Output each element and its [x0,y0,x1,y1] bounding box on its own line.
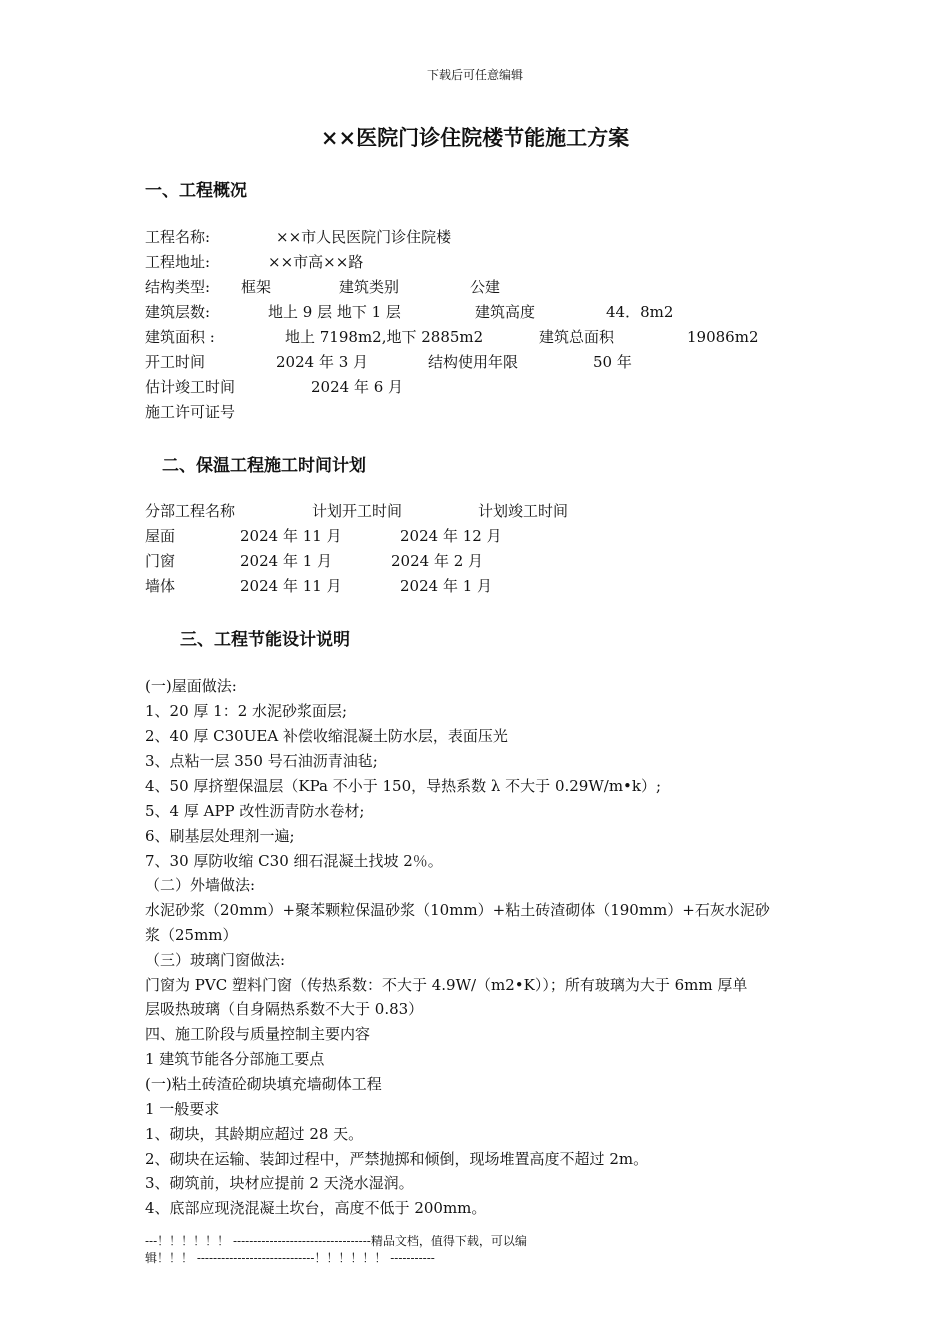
body-line: 2、40 厚 C30UEA 补偿收缩混凝土防水层，表面压光 [145,727,508,745]
schedule-row-end: 2024 年 12 月 [400,527,502,545]
body-line: 6、刷基层处理剂一遍; [145,827,295,845]
project-address-value: ××市高××路 [268,253,364,271]
body-line: (一)屋面做法: [145,677,237,695]
body-line: （三）玻璃门窗做法: [145,951,286,969]
document-title: ××医院门诊住院楼节能施工方案 [320,125,630,150]
schedule-row-part: 门窗 [145,552,176,570]
floors-value: 地上 9 层 地下 1 层 [268,303,401,321]
body-line: 4、50 厚挤塑保温层（KPa 不小于 150，导热系数 λ 不大于 0.29W/m•k）; [145,777,662,795]
body-line: 门窗为 PVC 塑料门窗（传热系数：不大于 4.9W/（m2•K））；所有玻璃为大于 6mm 厚单 [145,976,748,994]
body-line: 4、底部应现浇混凝土坎台，高度不低于 200mm。 [145,1199,487,1217]
schedule-col-end: 计划竣工时间 [478,502,569,520]
section-3-heading: 三、工程节能设计说明 [180,630,350,650]
start-time-label: 开工时间 [145,353,206,371]
floor-area-label: 建筑面积 : [145,328,215,346]
body-line: 水泥砂浆（20mm）+聚苯颗粒保温砂浆（10mm）+粘土砖渣砌体（190mm）+石灰水泥砂 [145,901,770,919]
project-name-value: ××市人民医院门诊住院楼 [276,228,452,246]
building-category-value: 公建 [470,278,501,296]
footer-line-2: 辑！！！ -----------------------------！！！！！！ ----------- [145,1251,435,1265]
total-area-value: 19086m2 [687,328,759,346]
service-life-label: 结构使用年限 [428,353,519,371]
body-line: （二）外墙做法: [145,876,256,894]
body-line: 1、20 厚 1：2 水泥砂浆面层; [145,702,348,720]
body-line: 5、4 厚 APP 改性沥青防水卷材; [145,802,365,820]
schedule-row-end: 2024 年 1 月 [400,577,493,595]
structure-type-label: 结构类型: [145,278,211,296]
service-life-value: 50 年 [593,353,632,371]
body-line: 四、施工阶段与质量控制主要内容 [145,1025,371,1043]
floors-label: 建筑层数: [145,303,211,321]
building-category-label: 建筑类别 [339,278,400,296]
project-address-label: 工程地址: [145,253,211,271]
body-line: 2、砌块在运输、装卸过程中，严禁抛掷和倾倒，现场堆置高度不超过 2m。 [145,1150,649,1168]
schedule-row-start: 2024 年 11 月 [240,527,342,545]
body-line: (一)粘土砖渣砼砌块填充墙砌体工程 [145,1075,382,1093]
body-line: 3、砌筑前，块材应提前 2 天浇水湿润。 [145,1174,414,1192]
section-2-heading: 二、保温工程施工时间计划 [162,456,366,476]
start-time-value: 2024 年 3 月 [276,353,369,371]
schedule-row-part: 屋面 [145,527,176,545]
body-line: 1 一般要求 [145,1100,220,1118]
body-line: 7、30 厚防收缩 C30 细石混凝土找坡 2％。 [145,852,443,870]
finish-time-value: 2024 年 6 月 [311,378,404,396]
body-line: 浆（25mm） [145,926,238,944]
body-line: 1 建筑节能各分部施工要点 [145,1050,325,1068]
schedule-col-start: 计划开工时间 [312,502,403,520]
building-height-label: 建筑高度 [475,303,536,321]
schedule-row-part: 墙体 [145,577,176,595]
schedule-row-start: 2024 年 1 月 [240,552,333,570]
schedule-row-end: 2024 年 2 月 [391,552,484,570]
schedule-col-part: 分部工程名称 [145,502,236,520]
total-area-label: 建筑总面积 [539,328,615,346]
finish-time-label: 估计竣工时间 [145,378,236,396]
body-line: 3、点粘一层 350 号石油沥青油毡; [145,752,378,770]
floor-area-value: 地上 7198m2,地下 2885m2 [285,328,484,346]
structure-type-value: 框架 [241,278,272,296]
permit-label: 施工许可证号 [145,403,236,421]
building-height-value: 44．8m2 [606,303,674,321]
schedule-row-start: 2024 年 11 月 [240,577,342,595]
section-1-heading: 一、工程概况 [145,181,247,201]
body-line: 1、砌块，其龄期应超过 28 天。 [145,1125,364,1143]
page-header-note: 下载后可任意编辑 [426,68,523,82]
body-line: 层吸热玻璃（自身隔热系数不大于 0.83） [145,1000,424,1018]
project-name-label: 工程名称: [145,228,211,246]
footer-line-1: ---！！！！！！ ----------------------------------精品文档，值得下载，可以编 [145,1234,527,1248]
